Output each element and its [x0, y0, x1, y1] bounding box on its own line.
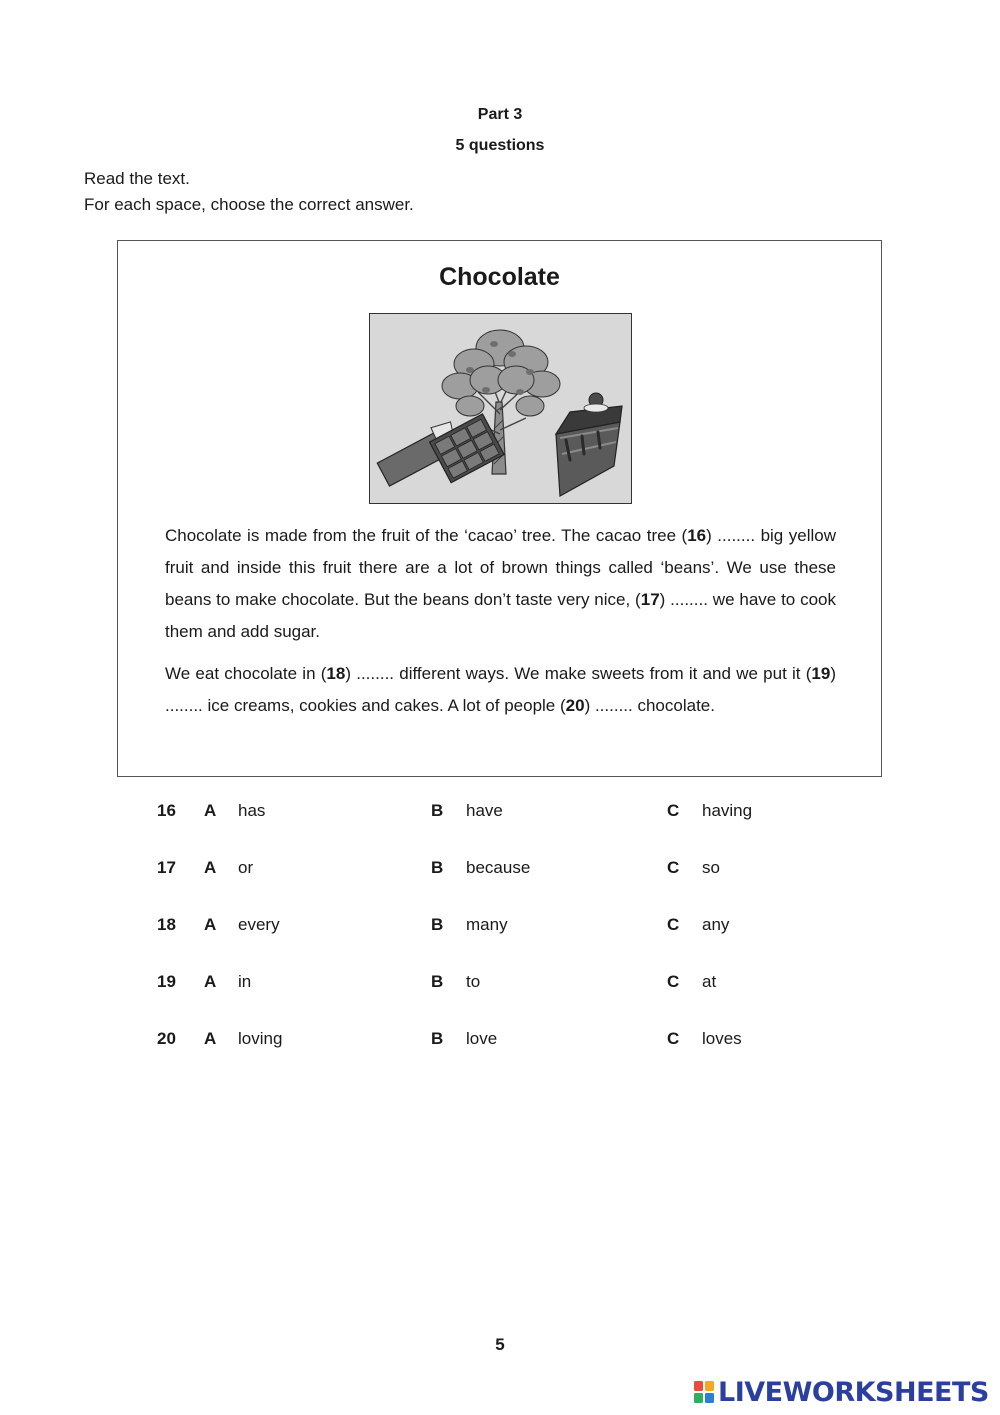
chocolate-tree-cake-image — [370, 314, 631, 503]
option-letter-c: C — [667, 915, 680, 934]
option-letter-b: B — [431, 1029, 444, 1048]
option-c-text[interactable]: having — [702, 801, 753, 820]
option-letter-c: C — [667, 858, 680, 877]
option-row-16 — [0, 801, 1000, 825]
option-a-text[interactable]: has — [238, 801, 266, 820]
question-number: 19 — [157, 972, 176, 991]
reading-paragraph-2: We eat chocolate in (18) ........ different ways. We make sweets from it and we put it (19) ........ ice creams, cookies and cakes. A lot of people (20) ........ chocolate. — [165, 664, 837, 715]
option-c-text[interactable]: loves — [702, 1029, 742, 1048]
option-letter-b: B — [431, 858, 444, 877]
liveworksheets-logo-icon — [693, 1380, 715, 1404]
option-letter-b: B — [431, 915, 444, 934]
liveworksheets-brand — [693, 1375, 989, 1409]
question-number: 16 — [157, 801, 176, 820]
option-letter-c: C — [667, 1029, 680, 1048]
question-number: 20 — [157, 1029, 176, 1048]
option-row-19 — [0, 972, 1000, 996]
option-letter-a: A — [204, 1029, 217, 1048]
option-b-text[interactable]: have — [466, 801, 503, 820]
option-b-text[interactable]: because — [466, 858, 531, 877]
reading-paragraph-1: Chocolate is made from the fruit of the ‘cacao’ tree. The cacao tree (16) ........ big yellow fruit and inside this fruit there are a lot of brown things called ‘beans’. We use these beans to make chocolate. But the beans don’t taste very nice, (17) ........ we have to cook them and add sugar. — [165, 526, 837, 641]
option-letter-b: B — [431, 972, 444, 991]
instruction-choose: For each space, choose the correct answer. — [84, 195, 414, 214]
chocolate-illustration — [369, 313, 632, 504]
option-letter-c: C — [667, 972, 680, 991]
option-row-18 — [0, 915, 1000, 939]
option-a-text[interactable]: every — [238, 915, 280, 934]
reading-title: Chocolate — [439, 263, 560, 291]
option-letter-c: C — [667, 801, 680, 820]
option-c-text[interactable]: any — [702, 915, 730, 934]
option-b-text[interactable]: many — [466, 915, 508, 934]
gap-20-marker: 20 — [565, 696, 585, 715]
gap-17-marker: 17 — [640, 590, 660, 609]
option-c-text[interactable]: so — [702, 858, 720, 877]
option-b-text[interactable]: to — [466, 972, 481, 991]
option-c-text[interactable]: at — [702, 972, 717, 991]
option-a-text[interactable]: or — [238, 858, 254, 877]
liveworksheets-wordmark: LIVEWORKSHEETS — [718, 1376, 989, 1408]
reading-text-box — [117, 240, 882, 777]
option-b-text[interactable]: love — [466, 1029, 498, 1048]
gap-18-marker: 18 — [326, 664, 346, 683]
option-letter-a: A — [204, 801, 217, 820]
question-number: 17 — [157, 858, 176, 877]
option-letter-b: B — [431, 801, 444, 820]
gap-19-marker: 19 — [811, 664, 831, 683]
option-letter-a: A — [204, 915, 217, 934]
gap-16-marker: 16 — [687, 526, 707, 545]
option-a-text[interactable]: loving — [238, 1029, 283, 1048]
page-number: 5 — [495, 1335, 505, 1354]
option-row-20 — [0, 1029, 1000, 1053]
question-count: 5 questions — [455, 137, 545, 154]
option-a-text[interactable]: in — [238, 972, 252, 991]
instruction-read: Read the text. — [84, 169, 190, 188]
option-letter-a: A — [204, 858, 217, 877]
question-number: 18 — [157, 915, 176, 934]
option-letter-a: A — [204, 972, 217, 991]
part-title: Part 3 — [477, 106, 523, 123]
option-row-17 — [0, 858, 1000, 882]
